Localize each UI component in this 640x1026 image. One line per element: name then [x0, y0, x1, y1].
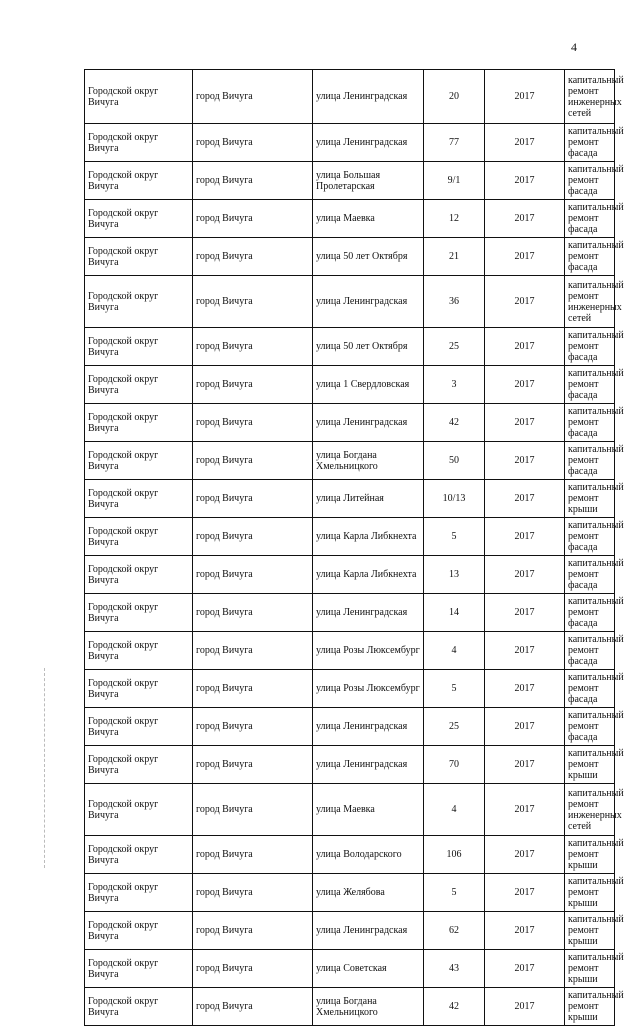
municipality-cell: Городской округ Вичуга	[85, 874, 193, 912]
house-number-cell: 25	[424, 328, 485, 366]
house-number-cell: 42	[424, 404, 485, 442]
scan-margin-line	[44, 668, 45, 868]
work-type-cell: капитальный ремонт крыши	[565, 836, 615, 874]
street-cell: улица Ленинградская	[313, 594, 424, 632]
city-cell: город Вичуга	[193, 708, 313, 746]
city-cell: город Вичуга	[193, 70, 313, 124]
work-type-cell: капитальный ремонт фасада	[565, 200, 615, 238]
municipality-cell: Городской округ Вичуга	[85, 162, 193, 200]
table-row	[85, 238, 615, 276]
table-row	[85, 950, 615, 988]
street-cell: улица Розы Люксембург	[313, 632, 424, 670]
table-row	[85, 670, 615, 708]
work-type-cell: капитальный ремонт фасада	[565, 632, 615, 670]
municipality-cell: Городской округ Вичуга	[85, 912, 193, 950]
municipality-cell: Городской округ Вичуга	[85, 518, 193, 556]
street-cell: улица Литейная	[313, 480, 424, 518]
year-cell: 2017	[485, 366, 565, 404]
city-cell: город Вичуга	[193, 836, 313, 874]
year-cell: 2017	[485, 670, 565, 708]
house-number-cell: 36	[424, 276, 485, 328]
city-cell: город Вичуга	[193, 632, 313, 670]
municipality-cell: Городской округ Вичуга	[85, 556, 193, 594]
house-number-cell: 5	[424, 874, 485, 912]
table-row	[85, 366, 615, 404]
year-cell: 2017	[485, 836, 565, 874]
house-number-cell: 25	[424, 708, 485, 746]
municipality-cell: Городской округ Вичуга	[85, 200, 193, 238]
city-cell: город Вичуга	[193, 950, 313, 988]
work-type-cell: капитальный ремонт фасада	[565, 238, 615, 276]
table-row	[85, 988, 615, 1026]
street-cell: улица Желябова	[313, 874, 424, 912]
table-row	[85, 480, 615, 518]
street-cell: улица Ленинградская	[313, 404, 424, 442]
house-number-cell: 77	[424, 124, 485, 162]
street-cell: улица Ленинградская	[313, 276, 424, 328]
city-cell: город Вичуга	[193, 328, 313, 366]
table-row	[85, 442, 615, 480]
city-cell: город Вичуга	[193, 404, 313, 442]
city-cell: город Вичуга	[193, 670, 313, 708]
table-row	[85, 200, 615, 238]
house-number-cell: 5	[424, 518, 485, 556]
street-cell: улица 50 лет Октября	[313, 238, 424, 276]
table-row	[85, 594, 615, 632]
year-cell: 2017	[485, 70, 565, 124]
table-row	[85, 836, 615, 874]
house-number-cell: 12	[424, 200, 485, 238]
house-number-cell: 13	[424, 556, 485, 594]
street-cell: улица Ленинградская	[313, 70, 424, 124]
year-cell: 2017	[485, 950, 565, 988]
city-cell: город Вичуга	[193, 276, 313, 328]
street-cell: улица Розы Люксембург	[313, 670, 424, 708]
table-row	[85, 404, 615, 442]
table-row	[85, 784, 615, 836]
year-cell: 2017	[485, 404, 565, 442]
year-cell: 2017	[485, 632, 565, 670]
work-type-cell: капитальный ремонт крыши	[565, 988, 615, 1026]
municipality-cell: Городской округ Вичуга	[85, 950, 193, 988]
municipality-cell: Городской округ Вичуга	[85, 238, 193, 276]
year-cell: 2017	[485, 480, 565, 518]
city-cell: город Вичуга	[193, 200, 313, 238]
year-cell: 2017	[485, 556, 565, 594]
house-number-cell: 10/13	[424, 480, 485, 518]
work-type-cell: капитальный ремонт крыши	[565, 950, 615, 988]
city-cell: город Вичуга	[193, 784, 313, 836]
city-cell: город Вичуга	[193, 912, 313, 950]
house-number-cell: 50	[424, 442, 485, 480]
street-cell: улица 50 лет Октября	[313, 328, 424, 366]
street-cell: улица Карла Либкнехта	[313, 518, 424, 556]
city-cell: город Вичуга	[193, 480, 313, 518]
page-number: 4	[571, 40, 577, 54]
street-cell: улица Ленинградская	[313, 124, 424, 162]
city-cell: город Вичуга	[193, 988, 313, 1026]
year-cell: 2017	[485, 200, 565, 238]
table-row	[85, 874, 615, 912]
municipality-cell: Городской округ Вичуга	[85, 124, 193, 162]
house-number-cell: 21	[424, 238, 485, 276]
year-cell: 2017	[485, 442, 565, 480]
table-row	[85, 518, 615, 556]
year-cell: 2017	[485, 518, 565, 556]
municipality-cell: Городской округ Вичуга	[85, 594, 193, 632]
work-type-cell: капитальный ремонт фасада	[565, 442, 615, 480]
work-type-cell: капитальный ремонт фасада	[565, 124, 615, 162]
table-row	[85, 70, 615, 124]
work-type-cell: капитальный ремонт фасада	[565, 518, 615, 556]
city-cell: город Вичуга	[193, 366, 313, 404]
year-cell: 2017	[485, 912, 565, 950]
work-type-cell: капитальный ремонт фасада	[565, 162, 615, 200]
municipality-cell: Городской округ Вичуга	[85, 366, 193, 404]
city-cell: город Вичуга	[193, 162, 313, 200]
work-type-cell: капитальный ремонт инженерных сетей	[565, 70, 615, 124]
house-number-cell: 9/1	[424, 162, 485, 200]
municipality-cell: Городской округ Вичуга	[85, 708, 193, 746]
house-number-cell: 14	[424, 594, 485, 632]
work-type-cell: капитальный ремонт крыши	[565, 874, 615, 912]
table-row	[85, 912, 615, 950]
municipality-cell: Городской округ Вичуга	[85, 784, 193, 836]
year-cell: 2017	[485, 746, 565, 784]
table-row	[85, 162, 615, 200]
work-type-cell: капитальный ремонт крыши	[565, 746, 615, 784]
municipality-cell: Городской округ Вичуга	[85, 670, 193, 708]
street-cell: улица Володарского	[313, 836, 424, 874]
street-cell: улица Советская	[313, 950, 424, 988]
municipality-cell: Городской округ Вичуга	[85, 328, 193, 366]
street-cell: улица Большая Пролетарская	[313, 162, 424, 200]
housing-repair-table	[84, 69, 624, 1026]
year-cell: 2017	[485, 594, 565, 632]
work-type-cell: капитальный ремонт фасада	[565, 670, 615, 708]
municipality-cell: Городской округ Вичуга	[85, 632, 193, 670]
work-type-cell: капитальный ремонт крыши	[565, 912, 615, 950]
work-type-cell: капитальный ремонт инженерных сетей	[565, 276, 615, 328]
street-cell: улица Маевка	[313, 200, 424, 238]
house-number-cell: 20	[424, 70, 485, 124]
city-cell: город Вичуга	[193, 124, 313, 162]
city-cell: город Вичуга	[193, 442, 313, 480]
work-type-cell: капитальный ремонт фасада	[565, 556, 615, 594]
work-type-cell: капитальный ремонт фасада	[565, 328, 615, 366]
municipality-cell: Городской округ Вичуга	[85, 746, 193, 784]
street-cell: улица Маевка	[313, 784, 424, 836]
year-cell: 2017	[485, 276, 565, 328]
table-row	[85, 708, 615, 746]
municipality-cell: Городской округ Вичуга	[85, 276, 193, 328]
street-cell: улица 1 Свердловская	[313, 366, 424, 404]
work-type-cell: капитальный ремонт фасада	[565, 366, 615, 404]
year-cell: 2017	[485, 708, 565, 746]
year-cell: 2017	[485, 784, 565, 836]
work-type-cell: капитальный ремонт фасада	[565, 404, 615, 442]
table-body	[85, 70, 624, 1026]
municipality-cell: Городской округ Вичуга	[85, 480, 193, 518]
table-row	[85, 124, 615, 162]
municipality-cell: Городской округ Вичуга	[85, 836, 193, 874]
street-cell: улица Богдана Хмельницкого	[313, 442, 424, 480]
city-cell: город Вичуга	[193, 594, 313, 632]
street-cell: улица Ленинградская	[313, 912, 424, 950]
house-number-cell: 4	[424, 632, 485, 670]
year-cell: 2017	[485, 874, 565, 912]
house-number-cell: 42	[424, 988, 485, 1026]
year-cell: 2017	[485, 328, 565, 366]
year-cell: 2017	[485, 162, 565, 200]
city-cell: город Вичуга	[193, 874, 313, 912]
house-number-cell: 70	[424, 746, 485, 784]
street-cell: улица Карла Либкнехта	[313, 556, 424, 594]
work-type-cell: капитальный ремонт фасада	[565, 594, 615, 632]
year-cell: 2017	[485, 988, 565, 1026]
house-number-cell: 106	[424, 836, 485, 874]
street-cell: улица Ленинградская	[313, 708, 424, 746]
house-number-cell: 5	[424, 670, 485, 708]
work-type-cell: капитальный ремонт фасада	[565, 708, 615, 746]
city-cell: город Вичуга	[193, 518, 313, 556]
year-cell: 2017	[485, 124, 565, 162]
year-cell: 2017	[485, 238, 565, 276]
table-row	[85, 556, 615, 594]
municipality-cell: Городской округ Вичуга	[85, 988, 193, 1026]
municipality-cell: Городской округ Вичуга	[85, 70, 193, 124]
municipality-cell: Городской округ Вичуга	[85, 404, 193, 442]
street-cell: улица Богдана Хмельницкого	[313, 988, 424, 1026]
house-number-cell: 3	[424, 366, 485, 404]
table-row	[85, 746, 615, 784]
table-row	[85, 632, 615, 670]
city-cell: город Вичуга	[193, 238, 313, 276]
table-row	[85, 328, 615, 366]
house-number-cell: 62	[424, 912, 485, 950]
house-number-cell: 43	[424, 950, 485, 988]
work-type-cell: капитальный ремонт инженерных сетей	[565, 784, 615, 836]
city-cell: город Вичуга	[193, 746, 313, 784]
table-row	[85, 276, 615, 328]
city-cell: город Вичуга	[193, 556, 313, 594]
street-cell: улица Ленинградская	[313, 746, 424, 784]
house-number-cell: 4	[424, 784, 485, 836]
work-type-cell: капитальный ремонт крыши	[565, 480, 615, 518]
municipality-cell: Городской округ Вичуга	[85, 442, 193, 480]
